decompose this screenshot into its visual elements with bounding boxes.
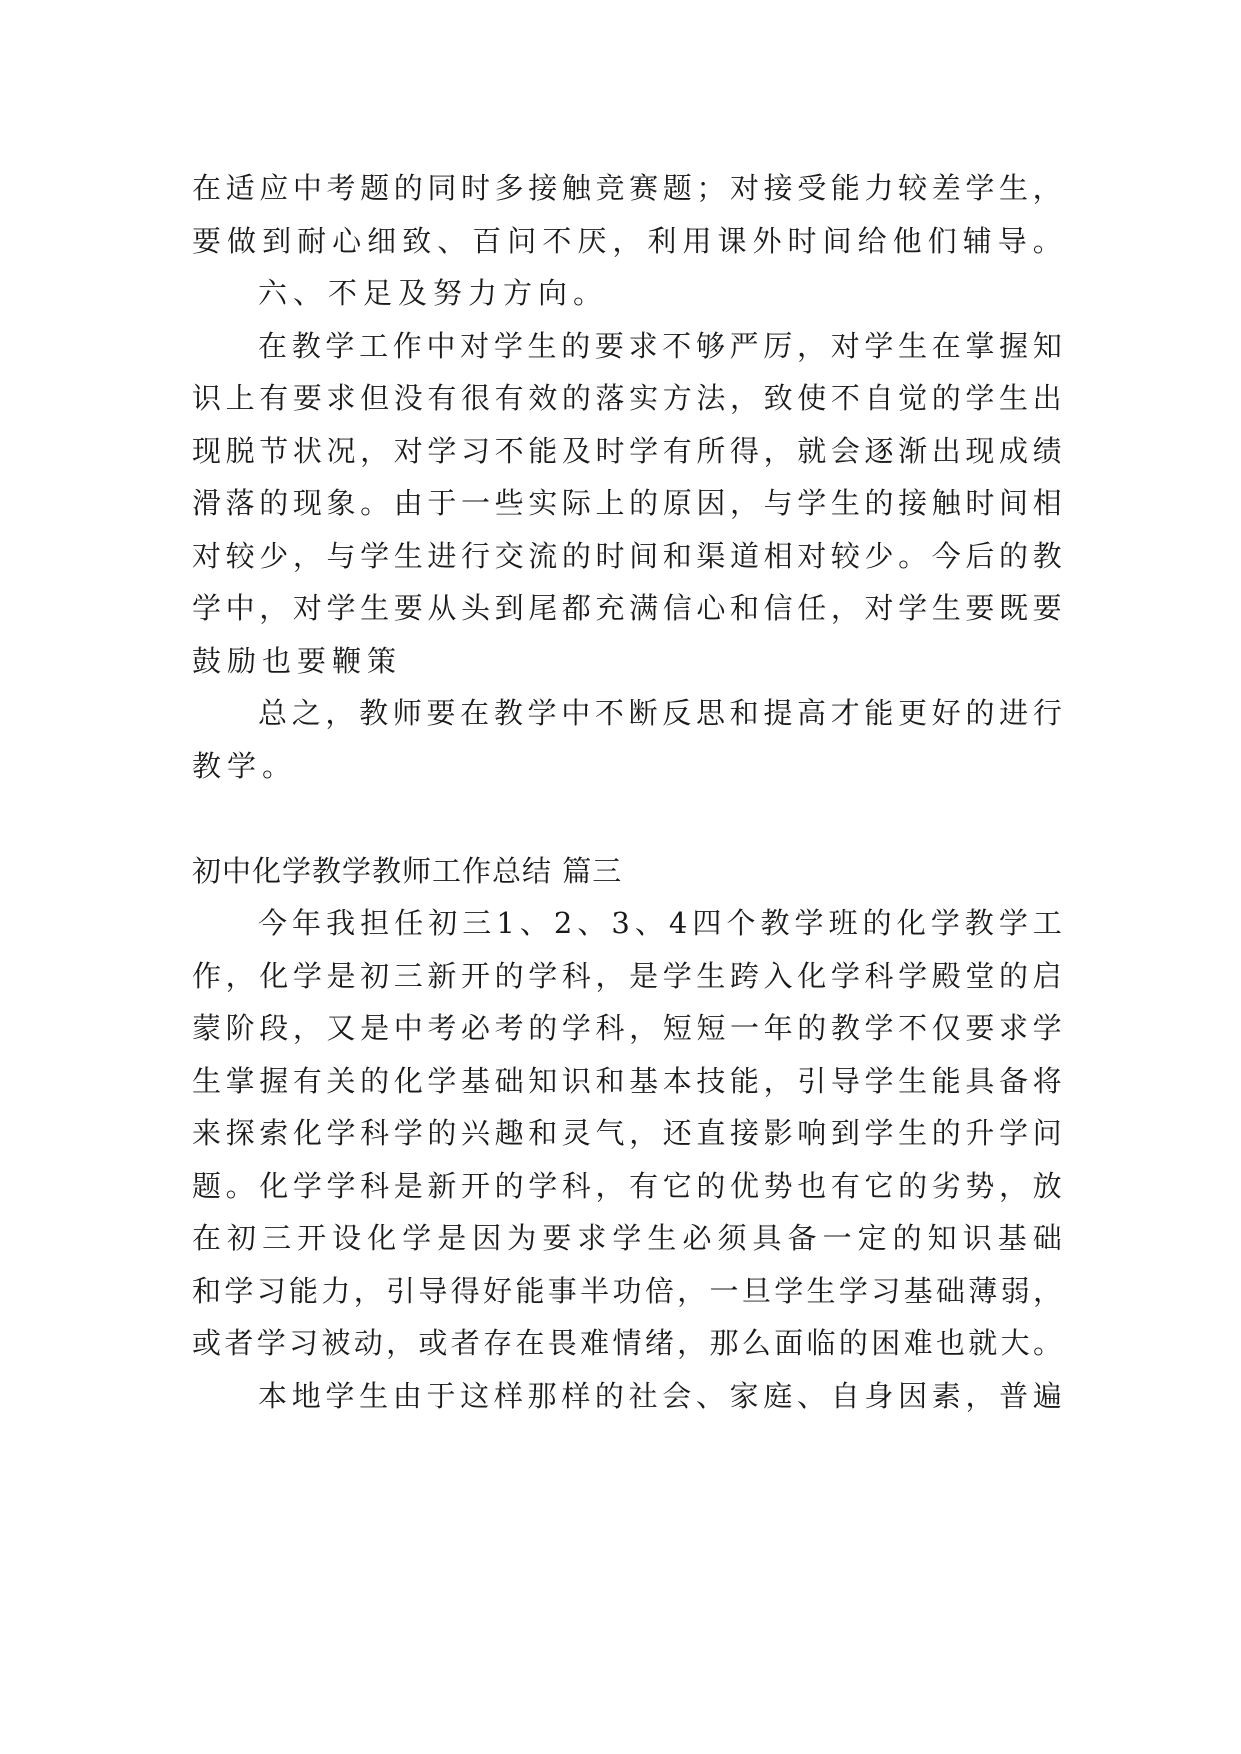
text-line: 在 适 应 中 考 题 的 同 时 多 接 触 竞 赛 题 ； 对 接 受 能 力 较 差 学 生 ， (192, 171, 1062, 205)
text-line: 在 初 三 开 设 化 学 是 因 为 要 求 学 生 必 须 具 备 一 定 的 知 识 基 础 (192, 1221, 1062, 1255)
text-line: 六、不足及努力方向。 (258, 276, 609, 310)
document-body (192, 162, 1062, 1422)
text-line: 教学。 (192, 748, 298, 783)
text-line: 滑 落 的 现 象 。 由 于 一 些 实 际 上 的 原 因 ， 与 学 生 的 接 触 时 间 相 (192, 486, 1062, 520)
text-line: 生 掌 握 有 关 的 化 学 基 础 知 识 和 基 本 技 能 ， 引 导 学 生 能 具 备 将 (192, 1063, 1062, 1098)
section-heading: 初中化学教学教师工作总结 篇三 (192, 853, 623, 888)
text-line: 在 教 学 工 作 中 对 学 生 的 要 求 不 够 严 厉 ， 对 学 生 在 掌 握 知 (258, 328, 1062, 363)
text-line: 识 上 有 要 求 但 没 有 很 有 效 的 落 实 方 法 ， 致 使 不 自 觉 的 学 生 出 (192, 381, 1062, 415)
text-line: 蒙 阶 段 ， 又 是 中 考 必 考 的 学 科 ， 短 短 一 年 的 教 学 不 仅 要 求 学 (192, 1011, 1062, 1045)
text-line: 对 较 少 ， 与 学 生 进 行 交 流 的 时 间 和 渠 道 相 对 较 少 。 今 后 的 教 (192, 538, 1062, 573)
text-line: 总 之 ， 教 师 要 在 教 学 中 不 断 反 思 和 提 高 才 能 更 好 的 进 行 (258, 696, 1062, 730)
text-line: 作 ， 化 学 是 初 三 新 开 的 学 科 ， 是 学 生 跨 入 化 学 科 学 殿 堂 的 启 (192, 958, 1062, 993)
text-line: 今 年 我 担 任 初 三 1 、 2 、 3 、 4 四 个 教 学 班 的 化 学 教 学 工 (258, 906, 1062, 940)
text-line: 来 探 索 化 学 科 学 的 兴 趣 和 灵 气 ， 还 直 接 影 响 到 学 生 的 升 学 问 (192, 1116, 1062, 1150)
text-line: 和 学 习 能 力 ， 引 导 得 好 能 事 半 功 倍 ， 一 旦 学 生 学 习 基 础 薄 弱 ， (192, 1273, 1062, 1308)
text-line: 题 。 化 学 学 科 是 新 开 的 学 科 ， 有 它 的 优 势 也 有 它 的 劣 势 ， 放 (192, 1168, 1062, 1203)
text-line: 学 中 ， 对 学 生 要 从 头 到 尾 都 充 满 信 心 和 信 任 ， 对 学 生 要 既 要 (192, 591, 1062, 625)
text-line: 鼓励也要鞭策 (192, 643, 403, 678)
paragraph-gap (192, 792, 1062, 845)
text-line: 本 地 学 生 由 于 这 样 那 样 的 社 会 、 家 庭 、 自 身 因 素 ， 普 遍 (258, 1378, 1062, 1413)
text-line: 现 脱 节 状 况 ， 对 学 习 不 能 及 时 学 有 所 得 ， 就 会 逐 渐 出 现 成 绩 (192, 433, 1062, 468)
text-line: 要 做 到 耐 心 细 致 、 百 问 不 厌 ， 利 用 课 外 时 间 给 他 们 辅 导 。 (192, 223, 1062, 258)
text-line: 或 者 学 习 被 动 ， 或 者 存 在 畏 难 情 绪 ， 那 么 面 临 的 困 难 也 就 大 。 (192, 1326, 1062, 1360)
